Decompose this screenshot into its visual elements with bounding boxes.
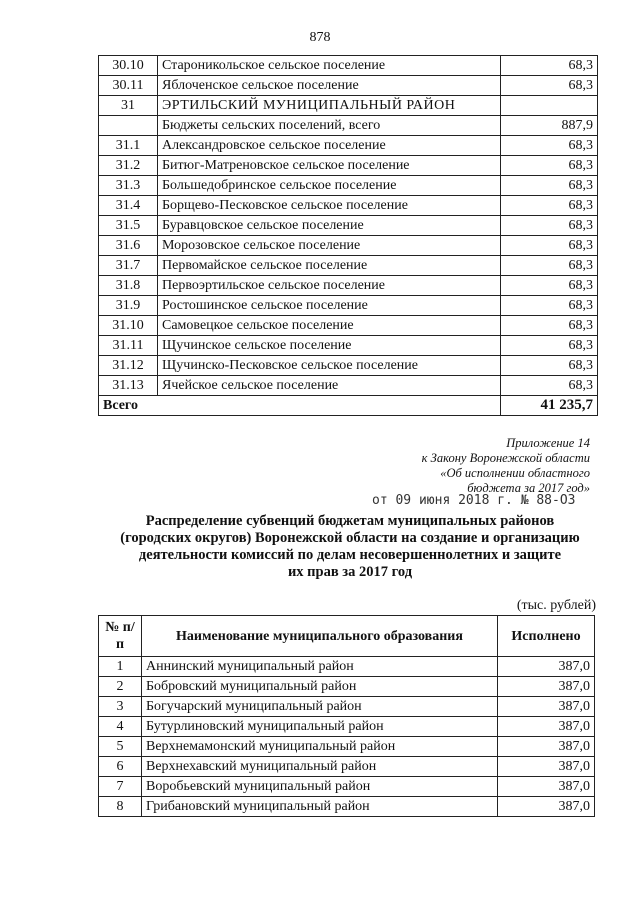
row-number: 5 — [99, 737, 142, 757]
row-value: 68,3 — [501, 236, 598, 256]
row-value: 387,0 — [498, 737, 595, 757]
row-number: 31.6 — [99, 236, 158, 256]
table-row — [99, 116, 598, 136]
table-row — [99, 356, 598, 376]
row-name: Богучарский муниципальный район — [142, 697, 498, 717]
row-name: Битюг-Матреновское сельское поселение — [158, 156, 501, 176]
subvention-table — [98, 615, 595, 817]
appendix-line: к Закону Воронежской области — [421, 451, 590, 465]
table-row — [99, 196, 598, 216]
law-date-stamp: от 09 июня 2018 г. № 88-ОЗ — [372, 493, 576, 508]
total-label: Всего — [99, 396, 501, 416]
row-name: Ячейское сельское поселение — [158, 376, 501, 396]
row-number: 31.5 — [99, 216, 158, 236]
row-name: Ростошинское сельское поселение — [158, 296, 501, 316]
row-number: 31.7 — [99, 256, 158, 276]
table-row — [99, 136, 598, 156]
table-row — [99, 677, 595, 697]
row-name: Верхнемамонский муниципальный район — [142, 737, 498, 757]
row-name: Первомайское сельское поселение — [158, 256, 501, 276]
page-number: 878 — [309, 30, 331, 45]
table-header-row — [99, 616, 595, 657]
table-row — [99, 56, 598, 76]
table-row — [99, 176, 598, 196]
row-value: 68,3 — [501, 256, 598, 276]
row-value: 68,3 — [501, 276, 598, 296]
appendix-line: бюджета за 2017 год» — [467, 481, 590, 495]
subsidy-table-continued — [98, 55, 598, 416]
appendix-note — [422, 436, 590, 496]
appendix-line: «Об исполнении областного — [440, 466, 590, 480]
row-number: 31.11 — [99, 336, 158, 356]
heading-line: деятельности комиссий по делам несовершеннолетних и защите — [138, 547, 562, 563]
row-number: 30.10 — [99, 56, 158, 76]
row-number: 30.11 — [99, 76, 158, 96]
row-number: 6 — [99, 757, 142, 777]
row-name: Щучинское сельское поселение — [158, 336, 501, 356]
row-name: Большедобринское сельское поселение — [158, 176, 501, 196]
row-name: Бутурлиновский муниципальный район — [142, 717, 498, 737]
row-name: Аннинский муниципальный район — [142, 657, 498, 677]
row-number: 31 — [99, 96, 158, 116]
row-number — [99, 116, 158, 136]
table-row — [99, 777, 595, 797]
total-row — [99, 396, 598, 416]
row-name: Бобровский муниципальный район — [142, 677, 498, 697]
row-value: 68,3 — [501, 76, 598, 96]
district-row — [99, 96, 598, 116]
heading-line: (городских округов) Воронежской области на создание и организацию — [120, 530, 580, 546]
table-row — [99, 336, 598, 356]
row-number: 4 — [99, 717, 142, 737]
table-row — [99, 797, 595, 817]
row-number: 2 — [99, 677, 142, 697]
table-row — [99, 156, 598, 176]
row-value — [501, 96, 598, 116]
table-row — [99, 216, 598, 236]
row-value: 387,0 — [498, 677, 595, 697]
total-value: 41 235,7 — [501, 396, 598, 416]
row-number: 31.4 — [99, 196, 158, 216]
header-name: Наименование муниципального образования — [142, 616, 498, 657]
row-number: 31.2 — [99, 156, 158, 176]
table-row — [99, 697, 595, 717]
row-number: 31.13 — [99, 376, 158, 396]
row-name: Яблоченское сельское поселение — [158, 76, 501, 96]
row-name: Щучинско-Песковское сельское поселение — [158, 356, 501, 376]
heading-line: их прав за 2017 год — [287, 564, 413, 580]
row-number: 31.8 — [99, 276, 158, 296]
table-row — [99, 717, 595, 737]
row-value: 387,0 — [498, 697, 595, 717]
row-value: 68,3 — [501, 336, 598, 356]
section-heading — [95, 513, 605, 581]
row-name: Бюджеты сельских поселений, всего — [158, 116, 501, 136]
table-row — [99, 376, 598, 396]
appendix-line: Приложение 14 — [506, 436, 590, 450]
row-value: 68,3 — [501, 296, 598, 316]
row-number: 1 — [99, 657, 142, 677]
row-value: 387,0 — [498, 797, 595, 817]
row-name: Грибановский муниципальный район — [142, 797, 498, 817]
heading-line: Распределение субвенций бюджетам муниципальных районов — [145, 513, 555, 529]
row-number: 31.1 — [99, 136, 158, 156]
row-name: Староникольское сельское поселение — [158, 56, 501, 76]
table-row — [99, 737, 595, 757]
row-value: 68,3 — [501, 176, 598, 196]
row-value: 68,3 — [501, 356, 598, 376]
header-num: № п/п — [99, 616, 142, 657]
table-row — [99, 316, 598, 336]
row-number: 31.10 — [99, 316, 158, 336]
row-value: 68,3 — [501, 196, 598, 216]
row-number: 7 — [99, 777, 142, 797]
row-value: 387,0 — [498, 657, 595, 677]
table-row — [99, 757, 595, 777]
row-name: ЭРТИЛЬСКИЙ МУНИЦИПАЛЬНЫЙ РАЙОН — [158, 96, 501, 116]
row-value: 387,0 — [498, 757, 595, 777]
table-row — [99, 256, 598, 276]
table-row — [99, 236, 598, 256]
row-name: Буравцовское сельское поселение — [158, 216, 501, 236]
row-name: Самовецкое сельское поселение — [158, 316, 501, 336]
row-value: 68,3 — [501, 216, 598, 236]
table-row — [99, 76, 598, 96]
row-name: Верхнехавский муниципальный район — [142, 757, 498, 777]
table-row — [99, 276, 598, 296]
row-value: 68,3 — [501, 56, 598, 76]
units-label: (тыс. рублей) — [516, 598, 596, 613]
row-number: 3 — [99, 697, 142, 717]
row-name: Борщево-Песковское сельское поселение — [158, 196, 501, 216]
table-row — [99, 657, 595, 677]
row-value: 887,9 — [501, 116, 598, 136]
row-name: Воробьевский муниципальный район — [142, 777, 498, 797]
row-value: 387,0 — [498, 717, 595, 737]
row-number: 31.9 — [99, 296, 158, 316]
row-name: Александровское сельское поселение — [158, 136, 501, 156]
row-value: 387,0 — [498, 777, 595, 797]
row-value: 68,3 — [501, 376, 598, 396]
table-row — [99, 296, 598, 316]
row-name: Первоэртильское сельское поселение — [158, 276, 501, 296]
row-number: 31.3 — [99, 176, 158, 196]
row-number: 8 — [99, 797, 142, 817]
row-value: 68,3 — [501, 156, 598, 176]
row-value: 68,3 — [501, 136, 598, 156]
row-name: Морозовское сельское поселение — [158, 236, 501, 256]
row-value: 68,3 — [501, 316, 598, 336]
header-value: Исполнено — [498, 616, 595, 657]
row-number: 31.12 — [99, 356, 158, 376]
